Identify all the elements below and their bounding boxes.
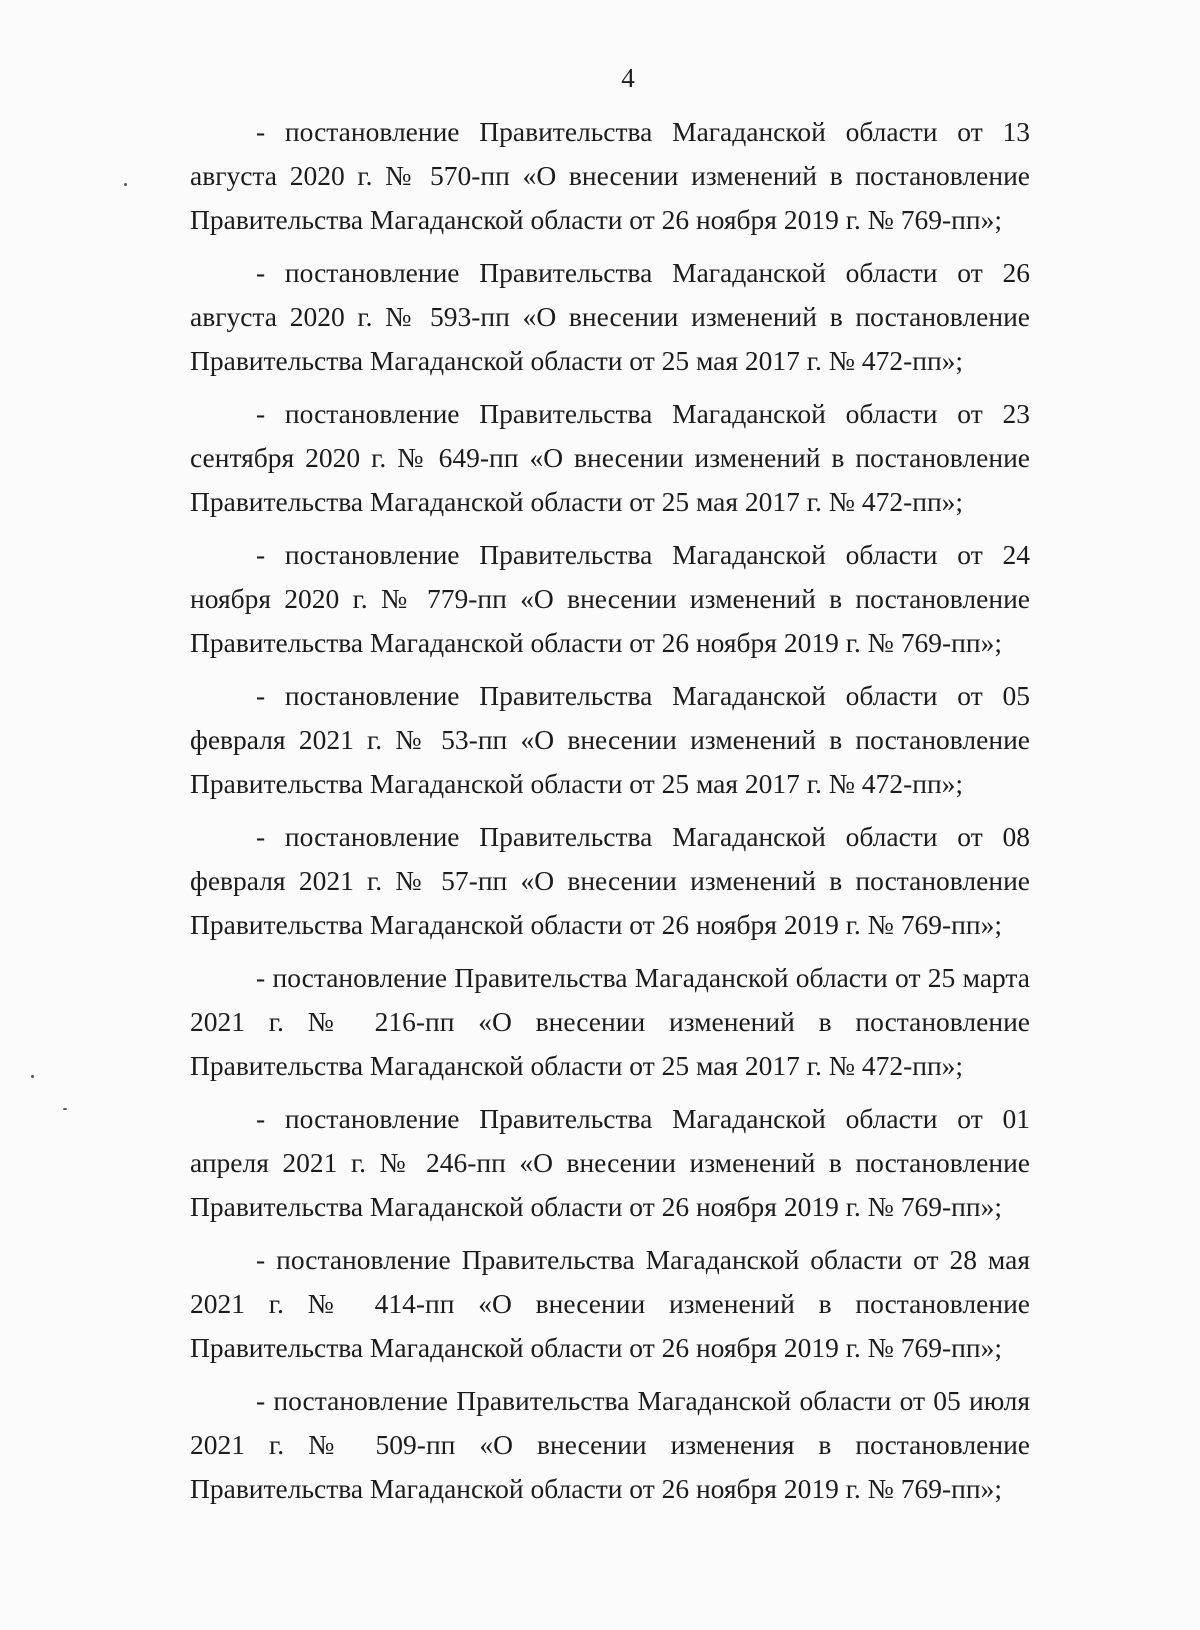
scan-speck — [63, 1108, 67, 1110]
scan-speck — [124, 183, 127, 186]
list-item: - постановление Правительства Магаданской области от 08 февраля 2021 г. № 57-пп «О внесении изменений в постановление Правительства Магаданской области от 26 ноября 2019 г. № 769-пп»; — [190, 821, 1030, 940]
list-item: - постановление Правительства Магаданской области от 25 марта 2021 г. № 216-пп «О внесении изменений в постановление Правительства Магаданской области от 25 мая 2017 г. № 472-пп»; — [190, 962, 1030, 1081]
list-item: - постановление Правительства Магаданской области от 28 мая 2021 г. № 414-пп «О внесении изменений в постановление Правительства Магаданской области от 26 ноября 2019 г. № 769-пп»; — [190, 1244, 1030, 1363]
list-item: - постановление Правительства Магаданской области от 05 февраля 2021 г. № 53-пп «О внесении изменений в постановление Правительства Магаданской области от 25 мая 2017 г. № 472-пп»; — [190, 680, 1030, 799]
list-item: - постановление Правительства Магаданской области от 24 ноября 2020 г. № 779-пп «О внесении изменений в постановление Правительства Магаданской области от 26 ноября 2019 г. № 769-пп»; — [190, 539, 1030, 658]
list-item: - постановление Правительства Магаданской области от 26 августа 2020 г. № 593-пп «О внесении изменений в постановление Правительства Магаданской области от 25 мая 2017 г. № 472-пп»; — [190, 257, 1030, 376]
document-body — [190, 110, 1030, 1520]
list-item: - постановление Правительства Магаданской области от 23 сентября 2020 г. № 649-пп «О внесении изменений в постановление Правительства Магаданской области от 25 мая 2017 г. № 472-пп»; — [190, 398, 1030, 517]
list-item: - постановление Правительства Магаданской области от 13 августа 2020 г. № 570-пп «О внесении изменений в постановление Правительства Магаданской области от 26 ноября 2019 г. № 769-пп»; — [190, 116, 1030, 235]
list-item: - постановление Правительства Магаданской области от 05 июля 2021 г. № 509-пп «О внесении изменения в постановление Правительства Магаданской области от 26 ноября 2019 г. № 769-пп»; — [190, 1385, 1030, 1504]
page-number: 4 — [621, 63, 635, 93]
scan-speck — [31, 1075, 34, 1078]
list-item: - постановление Правительства Магаданской области от 01 апреля 2021 г. № 246-пп «О внесении изменений в постановление Правительства Магаданской области от 26 ноября 2019 г. № 769-пп»; — [190, 1103, 1030, 1222]
